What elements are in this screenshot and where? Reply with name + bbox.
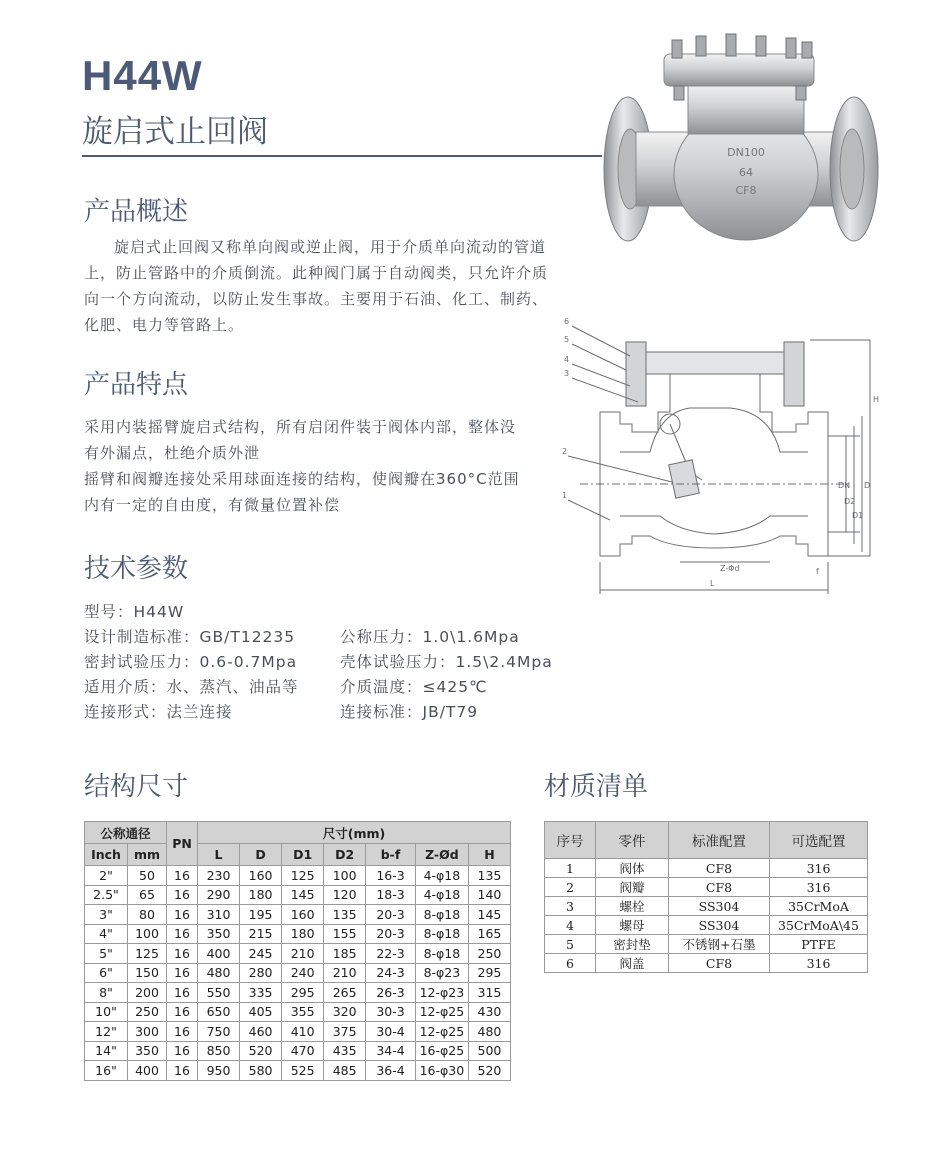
- table-cell: 230: [198, 866, 240, 886]
- col-bf: b-f: [366, 844, 416, 866]
- table-cell: 485: [324, 1061, 366, 1081]
- table-cell: 480: [198, 963, 240, 983]
- table-cell: 34-4: [366, 1041, 416, 1061]
- table-cell: 16-φ30: [415, 1061, 468, 1081]
- table-cell: 65: [128, 885, 167, 905]
- col-h: H: [468, 844, 510, 866]
- features-heading: 产品特点: [84, 370, 189, 400]
- table-cell: 300: [128, 1022, 167, 1042]
- table-cell: 4-φ18: [415, 885, 468, 905]
- table-cell: 16: [167, 1002, 198, 1022]
- table-cell: SS304: [669, 897, 770, 916]
- table-cell: CF8: [669, 878, 770, 897]
- table-cell: 470: [282, 1041, 324, 1061]
- table-cell: 525: [282, 1061, 324, 1081]
- table-cell: 26-3: [366, 983, 416, 1003]
- table-row: [545, 859, 868, 878]
- table-cell: 14": [85, 1041, 128, 1061]
- table-cell: 35CrMoA\45: [770, 916, 868, 935]
- table-cell: 165: [468, 924, 510, 944]
- table-cell: 16-φ25: [415, 1041, 468, 1061]
- table-cell: 100: [128, 924, 167, 944]
- table-cell: 6: [545, 954, 596, 973]
- table-cell: 145: [282, 885, 324, 905]
- table-cell: 410: [282, 1022, 324, 1042]
- dimensions-heading: 结构尺寸: [84, 772, 189, 802]
- table-cell: 5": [85, 944, 128, 964]
- dim-h-label: H: [873, 395, 880, 404]
- table-cell: 316: [770, 859, 868, 878]
- table-cell: 280: [240, 963, 282, 983]
- table-cell: 210: [282, 944, 324, 964]
- table-cell: 螺母: [596, 916, 669, 935]
- features-line: 摇臂和阀瓣连接处采用球面连接的结构，使阀瓣在360°C范围: [84, 470, 520, 488]
- table-cell: 316: [770, 954, 868, 973]
- table-cell: 375: [324, 1022, 366, 1042]
- table-row: [85, 1061, 511, 1081]
- table-cell: 螺栓: [596, 897, 669, 916]
- title-divider: [82, 155, 602, 157]
- param-model: 型号：H44W: [84, 603, 185, 621]
- table-cell: 160: [282, 905, 324, 925]
- materials-heading: 材质清单: [544, 772, 649, 802]
- valve-section-drawing: [560, 312, 890, 602]
- valve-photo: [596, 24, 886, 256]
- table-cell: 8-φ18: [415, 924, 468, 944]
- col-part: 零件: [596, 822, 669, 859]
- part-3-label: 3: [564, 369, 570, 378]
- table-cell: 16: [167, 885, 198, 905]
- table-cell: 180: [240, 885, 282, 905]
- table-cell: 阀体: [596, 859, 669, 878]
- col-zd: Z-Ød: [415, 844, 468, 866]
- table-cell: 250: [468, 944, 510, 964]
- table-cell: 16": [85, 1061, 128, 1081]
- table-cell: 2.5": [85, 885, 128, 905]
- table-cell: 12-φ23: [415, 983, 468, 1003]
- table-cell: 140: [468, 885, 510, 905]
- features-text: [84, 414, 554, 518]
- table-cell: 16: [167, 1061, 198, 1081]
- table-cell: 2: [545, 878, 596, 897]
- table-cell: 215: [240, 924, 282, 944]
- col-index: 序号: [545, 822, 596, 859]
- table-cell: 295: [282, 983, 324, 1003]
- table-cell: 4: [545, 916, 596, 935]
- table-cell: 195: [240, 905, 282, 925]
- table-cell: 12-φ25: [415, 1022, 468, 1042]
- table-row: [85, 866, 511, 886]
- table-cell: 155: [324, 924, 366, 944]
- table-row: [85, 1041, 511, 1061]
- table-row: [545, 897, 868, 916]
- table-cell: 35CrMoA: [770, 897, 868, 916]
- dimensions-table: [84, 821, 511, 1081]
- col-d2: D2: [324, 844, 366, 866]
- table-cell: 430: [468, 1002, 510, 1022]
- table-cell: 355: [282, 1002, 324, 1022]
- table-cell: 245: [240, 944, 282, 964]
- table-cell: 150: [128, 963, 167, 983]
- dim-d-label: D: [864, 481, 871, 490]
- param-flange-standard: 连接标准：JB/T79: [340, 703, 479, 721]
- overview-line: 旋启式止回阀又称单向阀或逆止阀，用于介质单向流动的管道: [114, 238, 547, 256]
- table-cell: 265: [324, 983, 366, 1003]
- col-nominal-size: 公称通径: [85, 822, 167, 844]
- table-row: [85, 1022, 511, 1042]
- table-cell: 320: [324, 1002, 366, 1022]
- table-cell: 210: [324, 963, 366, 983]
- table-cell: 2": [85, 866, 128, 886]
- table-cell: 10": [85, 1002, 128, 1022]
- table-cell: 316: [770, 878, 868, 897]
- table-cell: 80: [128, 905, 167, 925]
- table-cell: 400: [198, 944, 240, 964]
- table-cell: 480: [468, 1022, 510, 1042]
- col-standard: 标准配置: [669, 822, 770, 859]
- overview-line: 向一个方向流动，以防止发生事故。主要用于石油、化工、制药、: [84, 290, 549, 308]
- table-cell: CF8: [669, 954, 770, 973]
- param-standard: 设计制造标准：GB/T12235: [84, 628, 296, 646]
- table-cell: 295: [468, 963, 510, 983]
- table-cell: 160: [240, 866, 282, 886]
- param-shell-test: 壳体试验压力：1.5\2.4Mpa: [340, 653, 553, 671]
- table-cell: 不锈钢+石墨: [669, 935, 770, 954]
- table-cell: 30-3: [366, 1002, 416, 1022]
- table-cell: PTFE: [770, 935, 868, 954]
- table-cell: 180: [282, 924, 324, 944]
- table-cell: 315: [468, 983, 510, 1003]
- table-cell: CF8: [669, 859, 770, 878]
- col-pn: PN: [167, 822, 198, 866]
- table-cell: 145: [468, 905, 510, 925]
- part-1-label: 1: [562, 491, 568, 500]
- table-cell: 8": [85, 983, 128, 1003]
- table-cell: 密封垫: [596, 935, 669, 954]
- table-cell: 16: [167, 963, 198, 983]
- table-row: [545, 954, 868, 973]
- table-cell: 405: [240, 1002, 282, 1022]
- table-cell: 135: [468, 866, 510, 886]
- table-cell: 350: [128, 1041, 167, 1061]
- table-cell: 24-3: [366, 963, 416, 983]
- col-d1: D1: [282, 844, 324, 866]
- overview-text: [84, 234, 574, 338]
- params-heading: 技术参数: [84, 554, 189, 584]
- table-cell: 125: [282, 866, 324, 886]
- table-cell: 阀瓣: [596, 878, 669, 897]
- table-cell: 400: [128, 1061, 167, 1081]
- param-pressure: 公称压力：1.0\1.6Mpa: [340, 628, 520, 646]
- table-cell: 阀盖: [596, 954, 669, 973]
- col-mm: mm: [128, 844, 167, 866]
- table-cell: 30-4: [366, 1022, 416, 1042]
- table-cell: 750: [198, 1022, 240, 1042]
- col-d: D: [240, 844, 282, 866]
- table-cell: 12-φ25: [415, 1002, 468, 1022]
- table-cell: 16: [167, 1022, 198, 1042]
- table-cell: 16: [167, 983, 198, 1003]
- table-cell: 50: [128, 866, 167, 886]
- table-cell: 520: [468, 1061, 510, 1081]
- table-cell: 1: [545, 859, 596, 878]
- table-cell: 6": [85, 963, 128, 983]
- product-model: H44W: [82, 52, 203, 99]
- features-line: 内有一定的自由度，有微量位置补偿: [84, 496, 341, 514]
- param-temperature: 介质温度：≤425℃: [340, 678, 488, 696]
- table-cell: SS304: [669, 916, 770, 935]
- table-cell: 250: [128, 1002, 167, 1022]
- part-4-label: 4: [564, 355, 570, 364]
- table-row: [85, 983, 511, 1003]
- dimensions-body: [85, 866, 511, 1081]
- table-cell: 20-3: [366, 905, 416, 925]
- features-line: 采用内装摇臂旋启式结构，所有启闭件装于阀体内部，整体没: [84, 418, 517, 436]
- param-medium: 适用介质：水、蒸汽、油品等: [84, 678, 299, 696]
- table-cell: 16: [167, 866, 198, 886]
- table-row: [85, 944, 511, 964]
- col-optional: 可选配置: [770, 822, 868, 859]
- table-row: [85, 924, 511, 944]
- dim-d1-label: D1: [852, 511, 864, 520]
- table-cell: 22-3: [366, 944, 416, 964]
- table-cell: 135: [324, 905, 366, 925]
- overview-line: 化肥、电力等管路上。: [84, 316, 245, 334]
- table-cell: 350: [198, 924, 240, 944]
- table-cell: 16-3: [366, 866, 416, 886]
- col-inch: Inch: [85, 844, 128, 866]
- materials-body: [545, 859, 868, 973]
- table-cell: 185: [324, 944, 366, 964]
- table-cell: 5: [545, 935, 596, 954]
- table-cell: 8-φ18: [415, 944, 468, 964]
- table-cell: 16: [167, 944, 198, 964]
- table-cell: 580: [240, 1061, 282, 1081]
- table-cell: 3: [545, 897, 596, 916]
- table-cell: 4": [85, 924, 128, 944]
- product-subtitle: 旋启式止回阀: [82, 114, 268, 150]
- col-l: L: [198, 844, 240, 866]
- table-row: [545, 916, 868, 935]
- part-2-label: 2: [562, 447, 568, 456]
- table-cell: 520: [240, 1041, 282, 1061]
- table-cell: 435: [324, 1041, 366, 1061]
- table-cell: 8-φ18: [415, 905, 468, 925]
- table-cell: 100: [324, 866, 366, 886]
- table-cell: 200: [128, 983, 167, 1003]
- table-row: [545, 935, 868, 954]
- table-cell: 650: [198, 1002, 240, 1022]
- param-seal-test: 密封试验压力：0.6-0.7Mpa: [84, 653, 298, 671]
- table-cell: 16: [167, 1041, 198, 1061]
- table-cell: 310: [198, 905, 240, 925]
- param-connection: 连接形式：法兰连接: [84, 703, 233, 721]
- table-row: [85, 905, 511, 925]
- table-cell: 4-φ18: [415, 866, 468, 886]
- table-cell: 16: [167, 905, 198, 925]
- table-cell: 460: [240, 1022, 282, 1042]
- table-row: [85, 963, 511, 983]
- table-cell: 36-4: [366, 1061, 416, 1081]
- photo-text-pn: 64: [739, 166, 753, 179]
- table-cell: 240: [282, 963, 324, 983]
- table-cell: 290: [198, 885, 240, 905]
- table-cell: 850: [198, 1041, 240, 1061]
- table-cell: 12": [85, 1022, 128, 1042]
- col-size-group: 尺寸(mm): [198, 822, 511, 844]
- table-row: [85, 1002, 511, 1022]
- table-cell: 16: [167, 924, 198, 944]
- table-cell: 18-3: [366, 885, 416, 905]
- table-cell: 8-φ23: [415, 963, 468, 983]
- table-row: [545, 878, 868, 897]
- table-cell: 3": [85, 905, 128, 925]
- photo-text-material: CF8: [735, 184, 757, 197]
- table-cell: 950: [198, 1061, 240, 1081]
- dim-l-label: L: [710, 579, 715, 588]
- table-cell: 500: [468, 1041, 510, 1061]
- overview-heading: 产品概述: [84, 197, 189, 227]
- dim-f-label: f: [816, 567, 819, 576]
- photo-text-dn: DN100: [727, 146, 765, 159]
- features-line: 有外漏点，杜绝介质外泄: [84, 444, 261, 462]
- dim-zd-label: Z-Φd: [720, 564, 740, 573]
- table-cell: 20-3: [366, 924, 416, 944]
- part-5-label: 5: [564, 335, 570, 344]
- table-cell: 550: [198, 983, 240, 1003]
- table-cell: 335: [240, 983, 282, 1003]
- overview-line: 上，防止管路中的介质倒流。此种阀门属于自动阀类，只允许介质: [84, 264, 549, 282]
- table-cell: 120: [324, 885, 366, 905]
- table-row: [85, 885, 511, 905]
- materials-table: [544, 821, 868, 973]
- table-cell: 125: [128, 944, 167, 964]
- part-6-label: 6: [564, 317, 570, 326]
- dim-d2-label: D2: [844, 497, 856, 506]
- dim-dn-label: DN: [838, 481, 851, 490]
